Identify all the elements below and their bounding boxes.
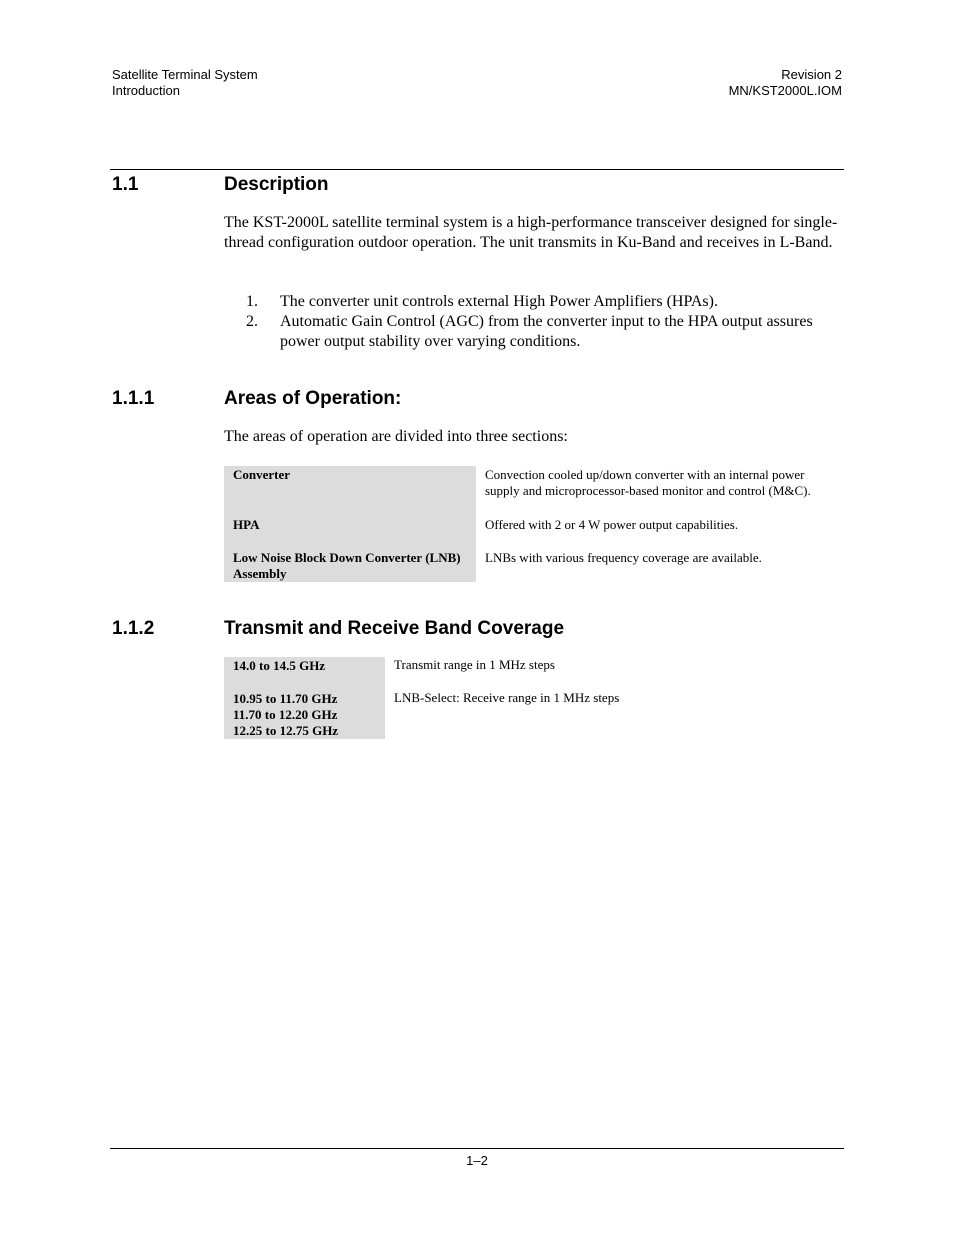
heading-title: Transmit and Receive Band Coverage (224, 618, 565, 639)
table-row (224, 549, 844, 582)
description-paragraph: The KST-2000L satellite terminal system is a high-performance transceiver designed for single-thread configuration outdoor operation. The unit transmits in Ku-Band and receives in L-Band. (224, 214, 838, 251)
table-row (224, 657, 644, 690)
list-item (224, 312, 839, 352)
running-header-left (112, 67, 258, 99)
manual-number: MN/KST2000L.IOM (728, 83, 842, 98)
feature-list (224, 292, 839, 352)
table-key: Low Noise Block Down Converter (LNB) Assembly (224, 549, 476, 582)
footer-rule (110, 1148, 844, 1149)
table-key (224, 657, 385, 690)
heading-title: Areas of Operation: (224, 388, 402, 409)
table-value: LNB-Select: Receive range in 1 MHz steps (394, 690, 620, 705)
areas-intro: The areas of operation are divided into three sections: (224, 428, 568, 445)
heading-number: 1.1 (112, 174, 139, 195)
list-item (224, 292, 839, 312)
table-key: Converter (224, 466, 476, 516)
frequency-range: 14.0 to 14.5 GHz (233, 658, 326, 673)
table-row (224, 516, 844, 549)
frequency-range: 12.25 to 12.75 GHz (233, 723, 339, 738)
table-value: Convection cooled up/down converter with an internal power supply and microprocessor-based monitor and control (M&C). (485, 467, 811, 498)
list-number: 2. (246, 313, 258, 330)
table-key (224, 690, 385, 739)
heading-number: 1.1.2 (112, 618, 155, 639)
areas-table (224, 466, 844, 582)
frequency-range: 11.70 to 12.20 GHz (233, 707, 338, 722)
table-key: HPA (224, 516, 476, 549)
chapter-title: Introduction (112, 83, 180, 98)
section-divider (110, 169, 844, 170)
table-row (224, 690, 644, 739)
document-title: Satellite Terminal System (112, 67, 258, 82)
table-row (224, 466, 844, 516)
table-value: Transmit range in 1 MHz steps (394, 657, 555, 672)
running-header-right (729, 67, 842, 99)
heading-title: Description (224, 174, 329, 195)
list-text: Automatic Gain Control (AGC) from the converter input to the HPA output assures power output stability over varying conditions. (280, 313, 813, 350)
list-text: The converter unit controls external High Power Amplifiers (HPAs). (280, 293, 718, 310)
page-number: 1–2 (466, 1153, 488, 1168)
heading-number: 1.1.1 (112, 388, 155, 409)
frequency-range: 10.95 to 11.70 GHz (233, 691, 338, 706)
band-table (224, 657, 644, 739)
revision-label: Revision 2 (781, 67, 842, 82)
table-value: Offered with 2 or 4 W power output capabilities. (485, 517, 739, 532)
list-number: 1. (246, 293, 258, 310)
table-value: LNBs with various frequency coverage are available. (485, 550, 762, 565)
